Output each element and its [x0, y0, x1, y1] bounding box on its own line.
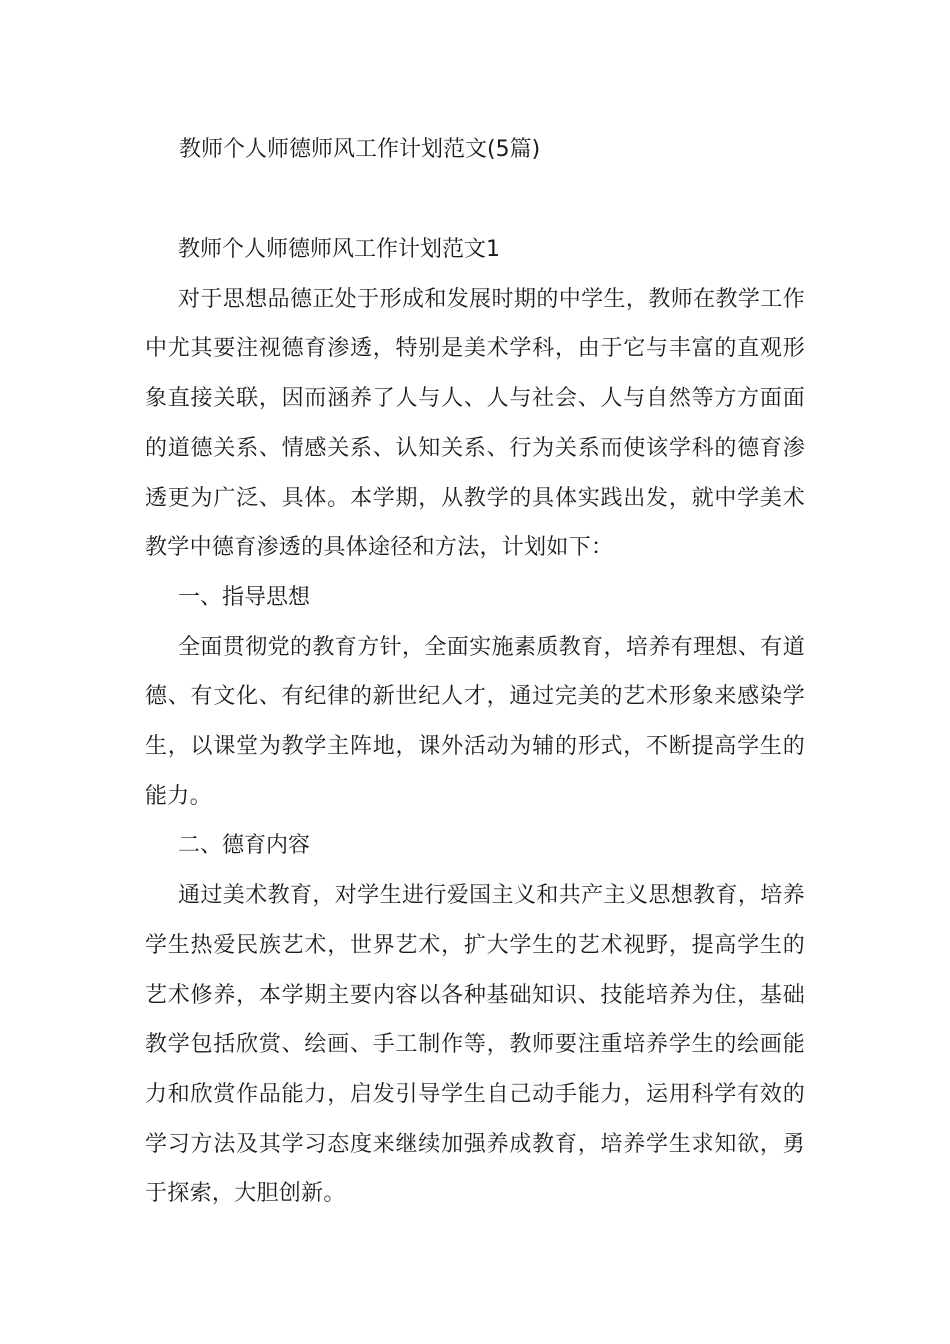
paragraph-guiding-ideology: 全面贯彻党的教育方针，全面实施素质教育，培养有理想、有道德、有文化、有纪律的新世纪人才，通过完美的艺术形象来感染学生，以课堂为教学主阵地，课外活动为辅的形式，不断提高学生的能力。 [145, 634, 805, 809]
heading-guiding-ideology: 一、指导思想 [178, 584, 311, 610]
paragraph-moral-content: 通过美术教育，对学生进行爱国主义和共产主义思想教育，培养学生热爱民族艺术，世界艺术，扩大学生的艺术视野，提高学生的艺术修养，本学期主要内容以各种基础知识、技能培养为住，基础教学包括欣赏、绘画、手工制作等，教师要注重培养学生的绘画能力和欣赏作品能力，启发引导学生自己动手能力，运用科学有效的学习方法及其学习态度来继续加强养成教育，培养学生求知欲，勇于探索，大胆创新。 [145, 883, 805, 1207]
heading-moral-content: 二、德育内容 [178, 833, 311, 859]
document-body [145, 225, 805, 1219]
document-title: 教师个人师德师风工作计划范文(5篇) [179, 137, 541, 162]
section-title: 教师个人师德师风工作计划范文1 [178, 237, 500, 262]
intro-paragraph: 对于思想品德正处于形成和发展时期的中学生，教师在教学工作中尤其要注视德育渗透，特别是美术学科，由于它与丰富的直观形象直接关联，因而涵养了人与人、人与社会、人与自然等方方面面的道德关系、情感关系、认知关系、行为关系而使该学科的德育渗透更为广泛、具体。本学期，从教学的具体实践出发，就中学美术教学中德育渗透的具体途径和方法，计划如下： [145, 286, 805, 561]
